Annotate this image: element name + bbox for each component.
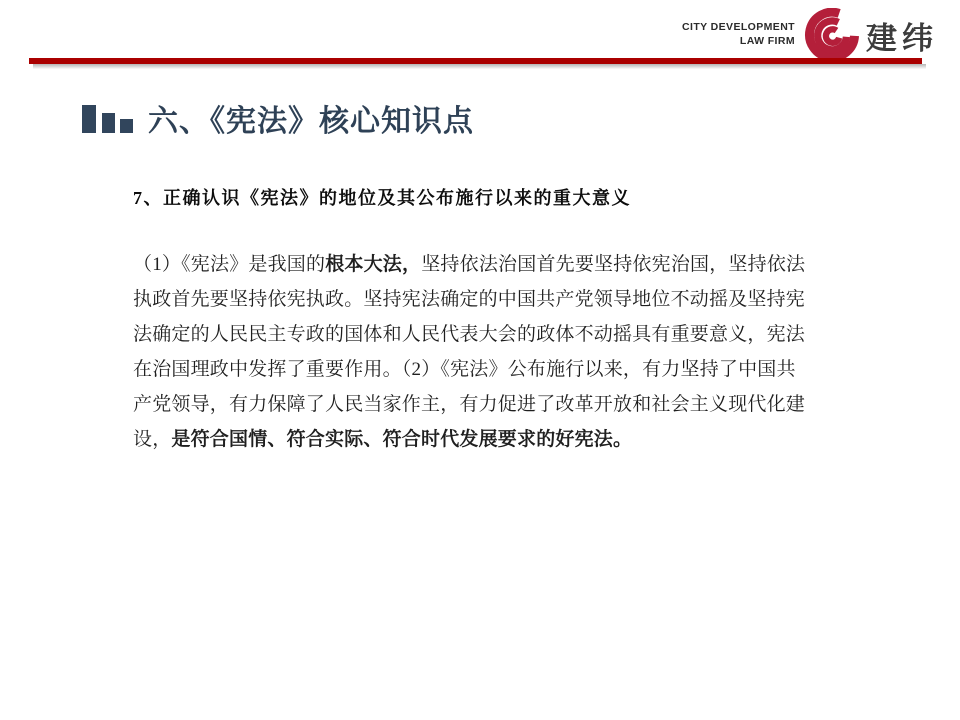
paragraph-segment: 法确定的人民民主专政的国体和人民代表大会的政体不动摇具有重要意义，宪法 xyxy=(133,324,806,345)
paragraph-segment: 坚持依法治国首先要坚持依宪治国，坚持依法 xyxy=(421,254,806,275)
header-divider-line xyxy=(29,58,922,64)
paragraph-segment: 执政首先要坚持依宪执政。坚持宪法确定的中国共产党领导地位不动摇及坚持宪 xyxy=(133,289,806,310)
paragraph-line xyxy=(133,387,839,422)
paragraph-segment: 在治国理政中发挥了重要作用。（2）《宪法》公布施行以来，有力坚持了中国共 xyxy=(133,359,796,380)
firm-name-en-line1: CITY DEVELOPMENT xyxy=(682,21,795,34)
paragraph-segment: 设， xyxy=(133,429,172,450)
paragraph-line xyxy=(133,282,839,317)
paragraph-line xyxy=(133,422,839,457)
bar-tall xyxy=(82,105,96,133)
paragraph-segment-bold: 是符合国情、符合实际、符合时代发展要求的好宪法。 xyxy=(171,429,633,450)
paragraph-line xyxy=(133,247,839,282)
firm-name-cn: 建纬 xyxy=(866,20,938,56)
paragraph-line xyxy=(133,317,839,352)
slide-title: 六、《宪法》核心知识点 xyxy=(148,105,474,138)
paragraph-segment: （1）《宪法》是我国的 xyxy=(133,254,326,275)
firm-logo xyxy=(682,8,938,62)
paragraph-segment-bold: 根本大法， xyxy=(325,254,422,275)
paragraph-line xyxy=(133,352,839,387)
title-bars-decoration-icon xyxy=(82,105,134,133)
bar-medium xyxy=(102,113,115,133)
firm-swirl-logo-icon xyxy=(804,8,860,62)
section-subtitle: 7、正确认识《宪法》的地位及其公布施行以来的重大意义 xyxy=(133,188,631,208)
firm-name-en-line2: LAW FIRM xyxy=(739,35,795,47)
firm-name-en xyxy=(682,21,795,48)
bar-short xyxy=(120,119,133,133)
body-paragraph xyxy=(133,247,839,457)
paragraph-segment: 产党领导，有力保障了人民当家作主，有力促进了改革开放和社会主义现代化建 xyxy=(133,394,806,415)
